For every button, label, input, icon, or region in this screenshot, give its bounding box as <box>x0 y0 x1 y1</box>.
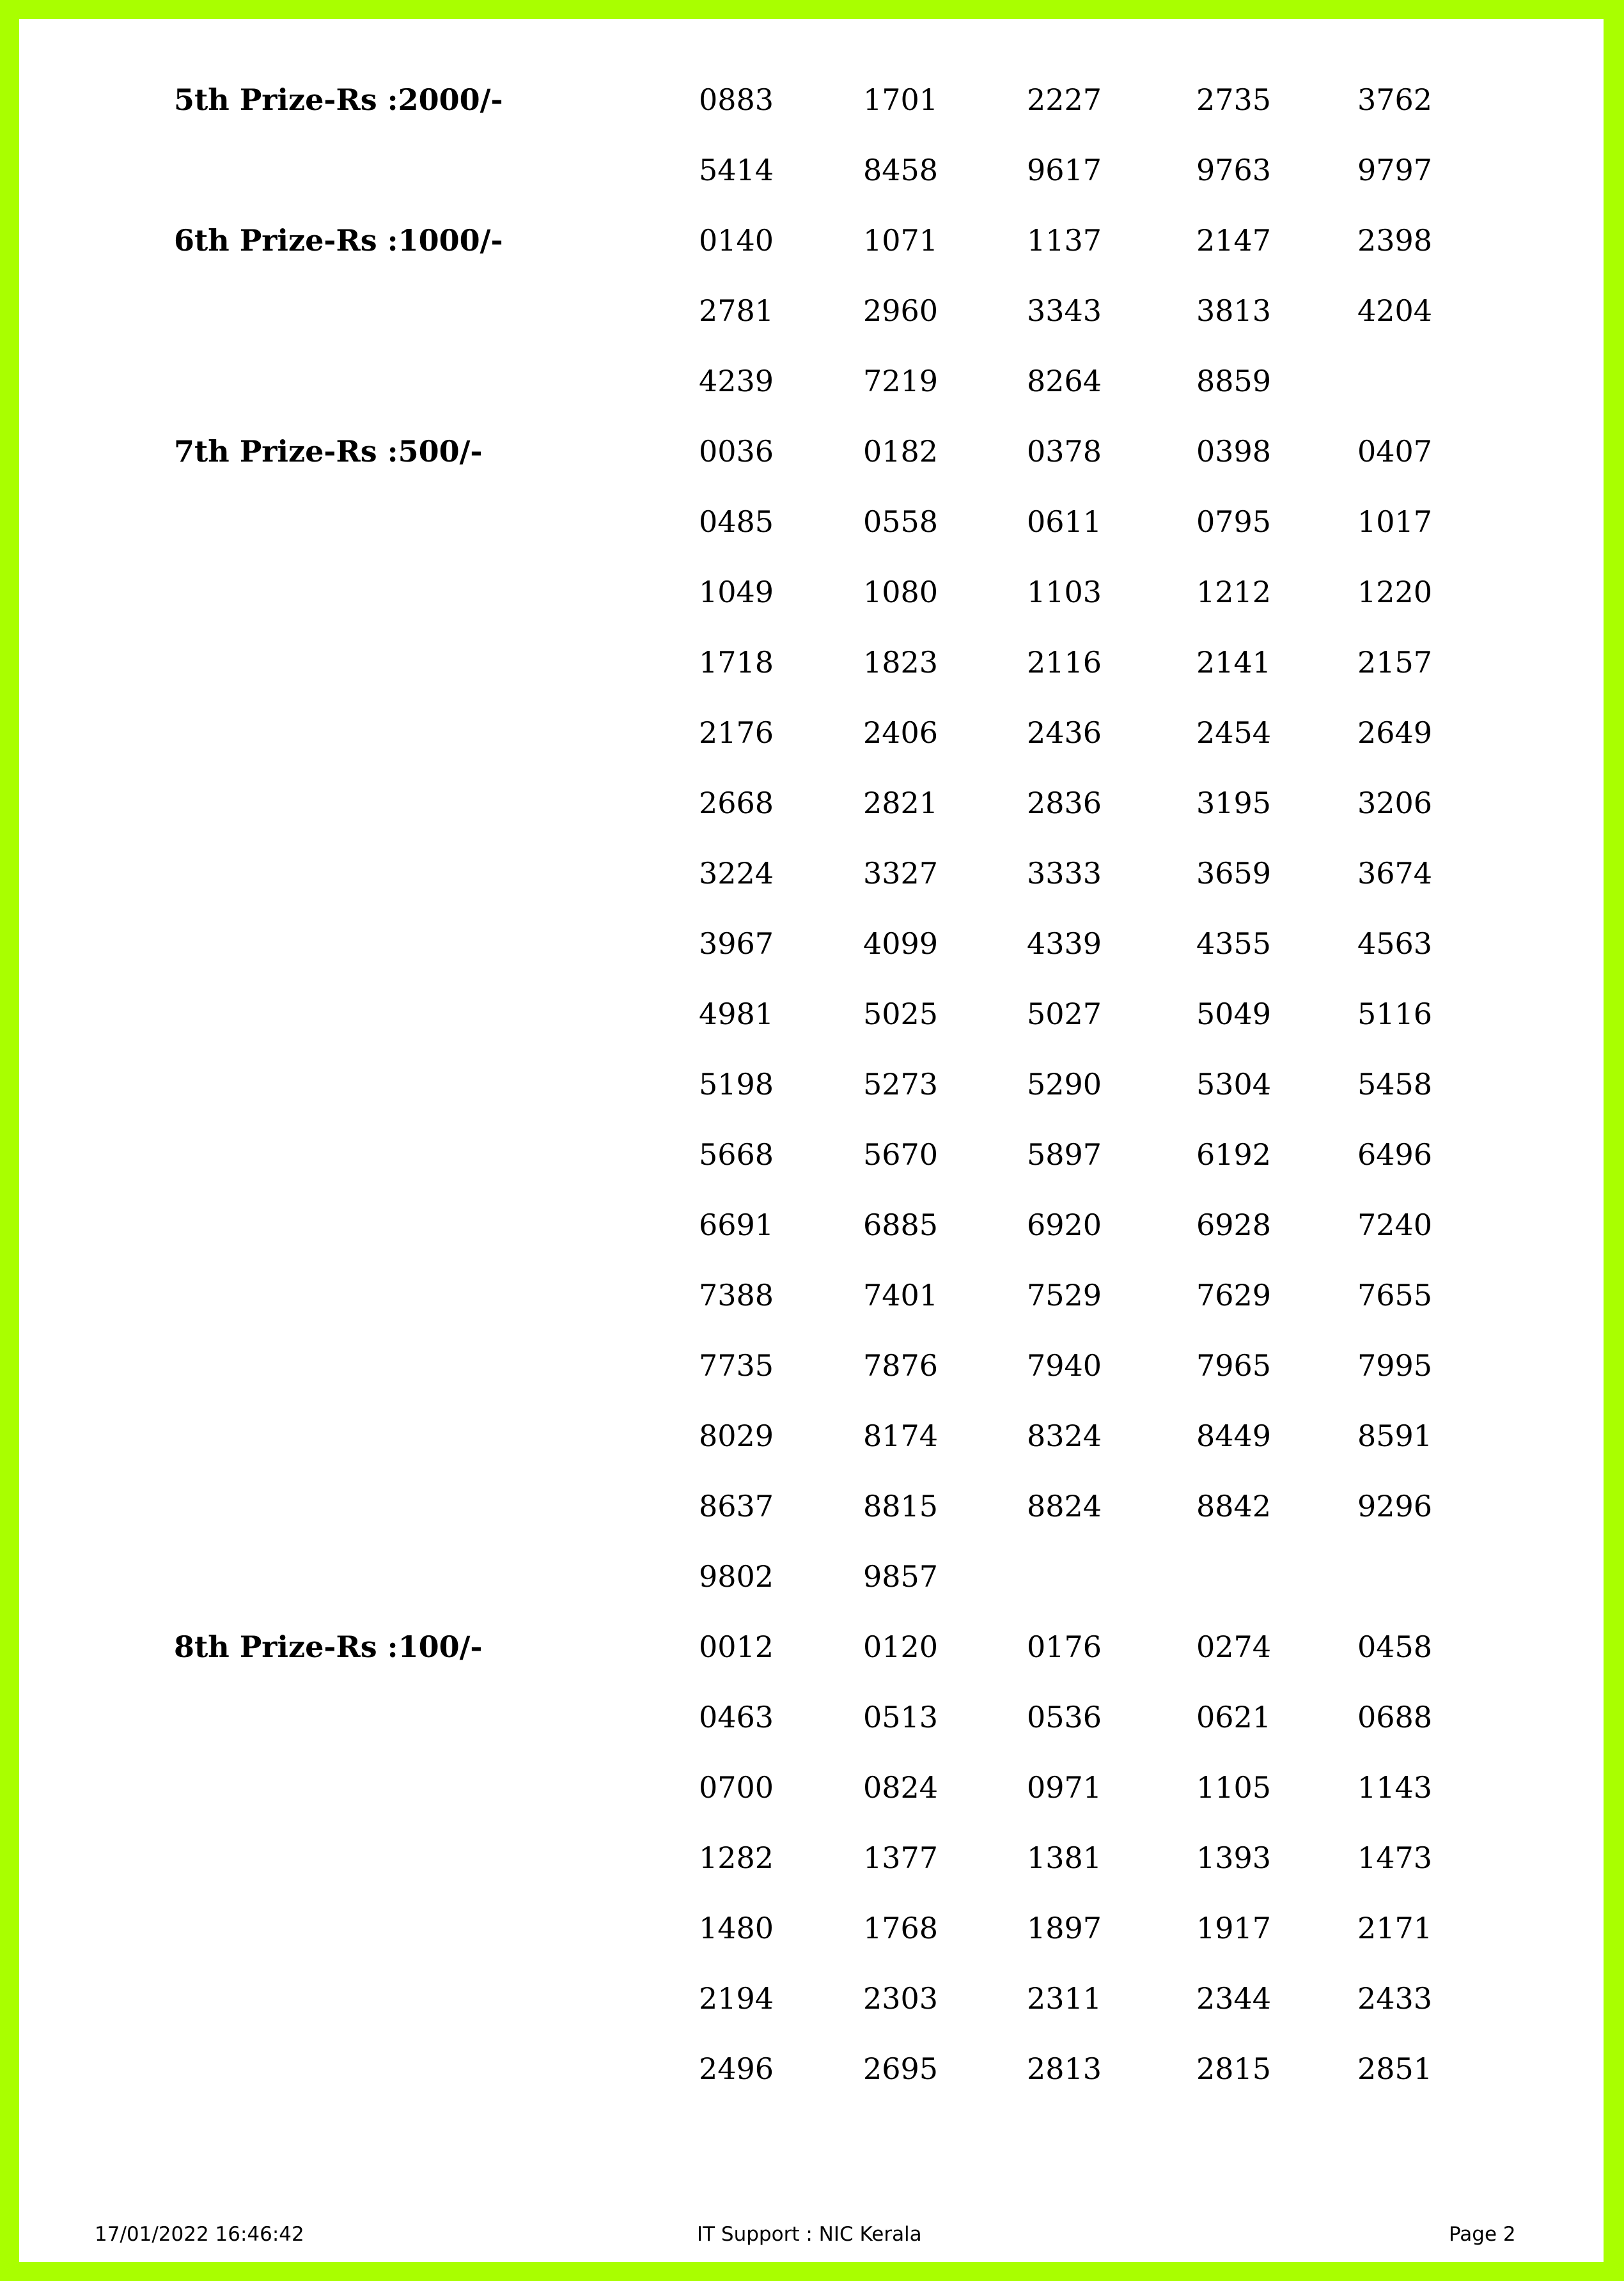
ticket-number: 2116 <box>1027 645 1102 680</box>
number-row <box>19 1488 1604 1559</box>
ticket-number: 0513 <box>863 1700 939 1734</box>
number-row <box>19 855 1604 926</box>
ticket-number: 0536 <box>1027 1700 1102 1734</box>
ticket-number: 9763 <box>1196 153 1272 187</box>
ticket-number: 6920 <box>1027 1208 1102 1242</box>
ticket-number: 2496 <box>699 2051 774 2086</box>
ticket-number: 8591 <box>1357 1419 1433 1453</box>
ticket-number: 1897 <box>1027 1911 1102 1945</box>
ticket-number: 6192 <box>1196 1137 1272 1172</box>
number-row <box>19 1910 1604 1981</box>
ticket-number: 7876 <box>863 1348 939 1383</box>
ticket-number: 5116 <box>1357 997 1433 1031</box>
ticket-number: 7629 <box>1196 1278 1272 1312</box>
ticket-number: 5273 <box>863 1067 939 1102</box>
ticket-number: 2157 <box>1357 645 1433 680</box>
ticket-number: 2668 <box>699 786 774 820</box>
number-row <box>19 504 1604 574</box>
ticket-number: 0378 <box>1027 434 1102 469</box>
ticket-number: 2141 <box>1196 645 1272 680</box>
ticket-number: 0036 <box>699 434 774 469</box>
ticket-number: 7655 <box>1357 1278 1433 1312</box>
ticket-number: 4355 <box>1196 926 1272 961</box>
ticket-number: 2815 <box>1196 2051 1272 2086</box>
ticket-number: 5414 <box>699 153 774 187</box>
number-row <box>19 293 1604 363</box>
number-row <box>19 1629 1604 1699</box>
number-row <box>19 926 1604 996</box>
ticket-number: 1137 <box>1027 223 1102 258</box>
ticket-number: 2303 <box>863 1981 939 2016</box>
ticket-number: 7965 <box>1196 1348 1272 1383</box>
ticket-number: 0458 <box>1357 1630 1433 1664</box>
ticket-number: 1071 <box>863 223 939 258</box>
ticket-number: 0558 <box>863 504 939 539</box>
number-row <box>19 1840 1604 1910</box>
ticket-number: 3206 <box>1357 786 1433 820</box>
ticket-number: 1377 <box>863 1841 939 1875</box>
ticket-number: 5027 <box>1027 997 1102 1031</box>
ticket-number: 5304 <box>1196 1067 1272 1102</box>
ticket-number: 2436 <box>1027 715 1102 750</box>
ticket-number: 9857 <box>863 1559 939 1594</box>
ticket-number: 0398 <box>1196 434 1272 469</box>
ticket-number: 5290 <box>1027 1067 1102 1102</box>
result-page <box>19 19 1604 2262</box>
ticket-number: 0182 <box>863 434 939 469</box>
ticket-number: 2398 <box>1357 223 1433 258</box>
ticket-number: 2171 <box>1357 1911 1433 1945</box>
ticket-number: 7735 <box>699 1348 774 1383</box>
ticket-number: 1393 <box>1196 1841 1272 1875</box>
ticket-number: 7240 <box>1357 1208 1433 1242</box>
ticket-number: 0176 <box>1027 1630 1102 1664</box>
ticket-number: 0012 <box>699 1630 774 1664</box>
ticket-number: 1017 <box>1357 504 1433 539</box>
ticket-number: 8637 <box>699 1489 774 1523</box>
ticket-number: 8324 <box>1027 1419 1102 1453</box>
prize-label: 7th Prize-Rs :500/- <box>174 434 483 469</box>
number-row <box>19 363 1604 433</box>
ticket-number: 2851 <box>1357 2051 1433 2086</box>
number-row <box>19 1348 1604 1418</box>
number-row <box>19 574 1604 644</box>
ticket-number: 3674 <box>1357 856 1433 891</box>
ticket-number: 7219 <box>863 364 939 398</box>
ticket-number: 5897 <box>1027 1137 1102 1172</box>
ticket-number: 0824 <box>863 1770 939 1805</box>
number-row <box>19 152 1604 222</box>
ticket-number: 8458 <box>863 153 939 187</box>
ticket-number: 0621 <box>1196 1700 1272 1734</box>
ticket-number: 8264 <box>1027 364 1102 398</box>
number-row <box>19 433 1604 504</box>
ticket-number: 9797 <box>1357 153 1433 187</box>
ticket-number: 5458 <box>1357 1067 1433 1102</box>
ticket-number: 6691 <box>699 1208 774 1242</box>
number-row <box>19 82 1604 152</box>
ticket-number: 3967 <box>699 926 774 961</box>
ticket-number: 2735 <box>1196 82 1272 117</box>
ticket-number: 3659 <box>1196 856 1272 891</box>
ticket-number: 2836 <box>1027 786 1102 820</box>
ticket-number: 2406 <box>863 715 939 750</box>
ticket-number: 1103 <box>1027 575 1102 609</box>
ticket-number: 2311 <box>1027 1981 1102 2016</box>
ticket-number: 2649 <box>1357 715 1433 750</box>
ticket-number: 0485 <box>699 504 774 539</box>
ticket-number: 7940 <box>1027 1348 1102 1383</box>
ticket-number: 4339 <box>1027 926 1102 961</box>
ticket-number: 6496 <box>1357 1137 1433 1172</box>
ticket-number: 6885 <box>863 1208 939 1242</box>
number-row <box>19 996 1604 1066</box>
ticket-number: 2176 <box>699 715 774 750</box>
number-row <box>19 222 1604 293</box>
ticket-number: 4981 <box>699 997 774 1031</box>
ticket-number: 9296 <box>1357 1489 1433 1523</box>
ticket-number: 2194 <box>699 1981 774 2016</box>
ticket-number: 5198 <box>699 1067 774 1102</box>
ticket-number: 8859 <box>1196 364 1272 398</box>
ticket-number: 1105 <box>1196 1770 1272 1805</box>
ticket-number: 8815 <box>863 1489 939 1523</box>
ticket-number: 0883 <box>699 82 774 117</box>
ticket-number: 1768 <box>863 1911 939 1945</box>
ticket-number: 2454 <box>1196 715 1272 750</box>
ticket-number: 7529 <box>1027 1278 1102 1312</box>
ticket-number: 5049 <box>1196 997 1272 1031</box>
ticket-number: 0463 <box>699 1700 774 1734</box>
ticket-number: 0971 <box>1027 1770 1102 1805</box>
ticket-number: 4563 <box>1357 926 1433 961</box>
ticket-number: 0688 <box>1357 1700 1433 1734</box>
ticket-number: 5025 <box>863 997 939 1031</box>
number-row <box>19 2051 1604 2121</box>
ticket-number: 4099 <box>863 926 939 961</box>
ticket-number: 1381 <box>1027 1841 1102 1875</box>
ticket-number: 1282 <box>699 1841 774 1875</box>
ticket-number: 1049 <box>699 575 774 609</box>
number-row <box>19 1418 1604 1488</box>
ticket-number: 1220 <box>1357 575 1433 609</box>
ticket-number: 7995 <box>1357 1348 1433 1383</box>
footer-timestamp: 17/01/2022 16:46:42 <box>95 2223 304 2246</box>
prize-label: 6th Prize-Rs :1000/- <box>174 223 503 258</box>
ticket-number: 0795 <box>1196 504 1272 539</box>
ticket-number: 0120 <box>863 1630 939 1664</box>
ticket-number: 5670 <box>863 1137 939 1172</box>
ticket-number: 8842 <box>1196 1489 1272 1523</box>
ticket-number: 2147 <box>1196 223 1272 258</box>
ticket-number: 7401 <box>863 1278 939 1312</box>
ticket-number: 0274 <box>1196 1630 1272 1664</box>
ticket-number: 0611 <box>1027 504 1102 539</box>
ticket-number: 2433 <box>1357 1981 1433 2016</box>
ticket-number: 2695 <box>863 2051 939 2086</box>
ticket-number: 2821 <box>863 786 939 820</box>
ticket-number: 8449 <box>1196 1419 1272 1453</box>
ticket-number: 1473 <box>1357 1841 1433 1875</box>
footer-support: IT Support : NIC Kerala <box>697 2223 922 2246</box>
number-row <box>19 1559 1604 1629</box>
ticket-number: 0140 <box>699 223 774 258</box>
ticket-number: 3195 <box>1196 786 1272 820</box>
ticket-number: 3333 <box>1027 856 1102 891</box>
number-row <box>19 1207 1604 1277</box>
ticket-number: 6928 <box>1196 1208 1272 1242</box>
ticket-number: 1480 <box>699 1911 774 1945</box>
ticket-number: 4204 <box>1357 293 1433 328</box>
ticket-number: 1823 <box>863 645 939 680</box>
ticket-number: 3813 <box>1196 293 1272 328</box>
ticket-number: 3343 <box>1027 293 1102 328</box>
number-row <box>19 1770 1604 1840</box>
number-row <box>19 1981 1604 2051</box>
ticket-number: 1212 <box>1196 575 1272 609</box>
ticket-number: 2344 <box>1196 1981 1272 2016</box>
ticket-number: 1080 <box>863 575 939 609</box>
ticket-number: 9802 <box>699 1559 774 1594</box>
ticket-number: 1917 <box>1196 1911 1272 1945</box>
ticket-number: 2813 <box>1027 2051 1102 2086</box>
ticket-number: 2960 <box>863 293 939 328</box>
ticket-number: 8029 <box>699 1419 774 1453</box>
ticket-number: 3327 <box>863 856 939 891</box>
ticket-number: 1718 <box>699 645 774 680</box>
number-row <box>19 715 1604 785</box>
ticket-number: 2781 <box>699 293 774 328</box>
ticket-number: 2227 <box>1027 82 1102 117</box>
number-row <box>19 1277 1604 1348</box>
ticket-number: 8174 <box>863 1419 939 1453</box>
ticket-number: 1143 <box>1357 1770 1433 1805</box>
number-row <box>19 785 1604 855</box>
ticket-number: 0700 <box>699 1770 774 1805</box>
ticket-number: 8824 <box>1027 1489 1102 1523</box>
prize-label: 8th Prize-Rs :100/- <box>174 1630 483 1664</box>
ticket-number: 5668 <box>699 1137 774 1172</box>
number-row <box>19 644 1604 715</box>
prize-label: 5th Prize-Rs :2000/- <box>174 82 503 117</box>
number-row <box>19 1066 1604 1137</box>
ticket-number: 7388 <box>699 1278 774 1312</box>
number-row <box>19 1699 1604 1770</box>
footer-page-number: Page 2 <box>1449 2223 1516 2246</box>
ticket-number: 3762 <box>1357 82 1433 117</box>
ticket-number: 4239 <box>699 364 774 398</box>
number-row <box>19 1137 1604 1207</box>
ticket-number: 0407 <box>1357 434 1433 469</box>
ticket-number: 9617 <box>1027 153 1102 187</box>
ticket-number: 3224 <box>699 856 774 891</box>
ticket-number: 1701 <box>863 82 939 117</box>
